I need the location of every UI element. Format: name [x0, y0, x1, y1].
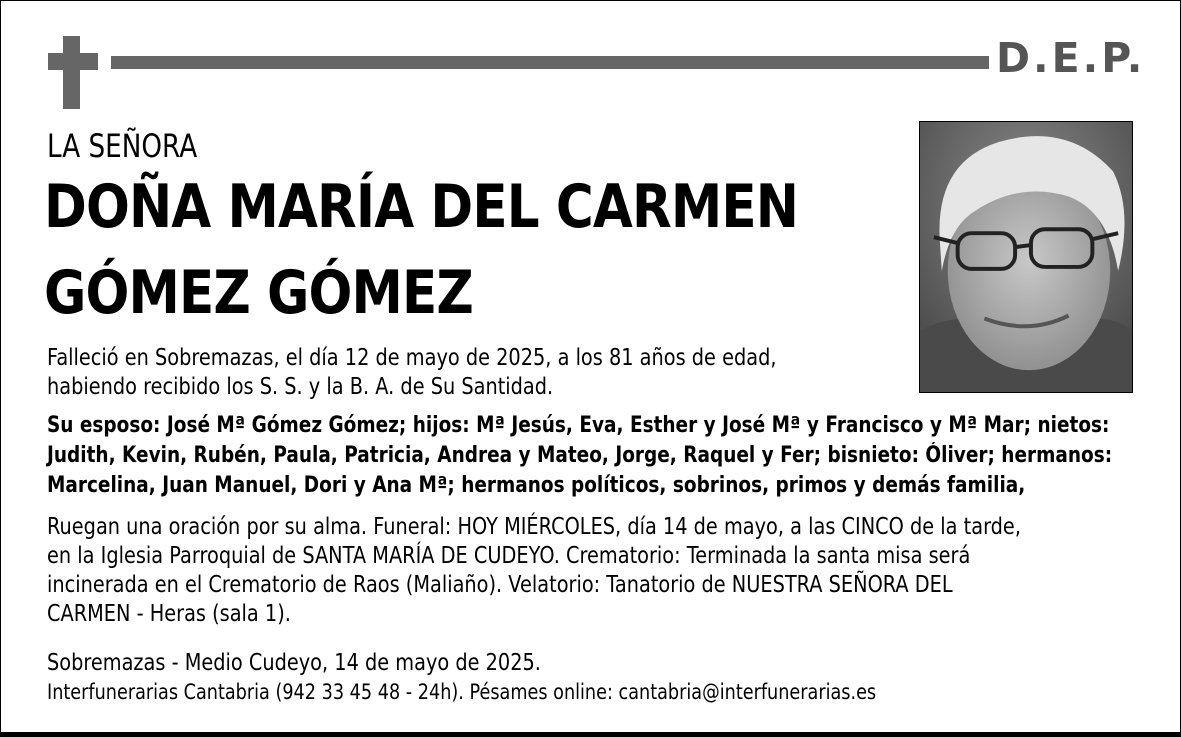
cross-icon-bar: [48, 53, 98, 70]
deceased-title: LA SEÑORA: [47, 127, 198, 165]
funeral-line: CARMEN - Heras (sala 1).: [47, 601, 291, 627]
family-line: Judith, Kevin, Rubén, Paula, Patricia, Andrea y Mateo, Jorge, Raquel y Fer; bisnieto: Óliver; hermanos:: [47, 443, 1113, 468]
dep-label: D.E.P.: [996, 34, 1146, 82]
funeral-line: en la Iglesia Parroquial de SANTA MARÍA DE CUDEYO. Crematorio: Terminada la santa misa será: [47, 543, 971, 569]
death-notice-line: habiendo recibido los S. S. y la B. A. de Su Santidad.: [47, 374, 554, 400]
cross-icon: [63, 36, 80, 109]
funeral-line: Ruegan una oración por su alma. Funeral: HOY MIÉRCOLES, día 14 de mayo, a las CINCO de la tarde,: [47, 514, 1021, 540]
family-line: Marcelina, Juan Manuel, Dori y Ana Mª; hermanos políticos, sobrinos, primos y demás familia,: [47, 473, 1026, 498]
deceased-photo: [919, 121, 1133, 393]
place-date: Sobremazas - Medio Cudeyo, 14 de mayo de 2025.: [47, 650, 541, 676]
contact-info: Interfunerarias Cantabria (942 33 45 48 - 24h). Pésames online: cantabria@interfunerarias.es: [47, 680, 877, 704]
family-line: Su esposo: José Mª Gómez Gómez; hijos: Mª Jesús, Eva, Esther y José Mª y Francisco y Mª Mar; nietos:: [47, 413, 1110, 438]
deceased-name-line2: GÓMEZ GÓMEZ: [44, 258, 473, 328]
header-rule: [111, 56, 989, 69]
funeral-line: incinerada en el Crematorio de Raos (Maliaño). Velatorio: Tanatorio de NUESTRA SEÑORA DEL: [47, 572, 953, 598]
death-notice-line: Falleció en Sobremazas, el día 12 de mayo de 2025, a los 81 años de edad,: [47, 345, 777, 371]
deceased-name-line1: DOÑA MARÍA DEL CARMEN: [44, 172, 799, 242]
